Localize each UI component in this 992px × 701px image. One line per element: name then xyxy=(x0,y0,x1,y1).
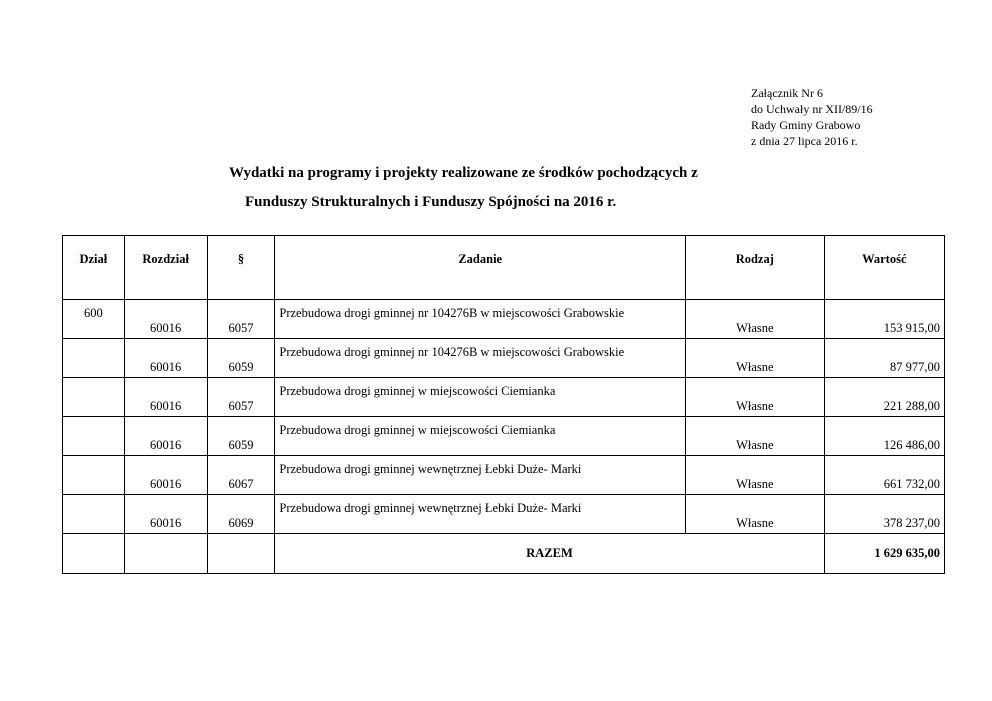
cell-zadanie: Przebudowa drogi gminnej w miejscowości Ciemianka xyxy=(275,378,686,417)
cell-rozdzial: 60016 xyxy=(124,456,207,495)
cell-wartosc: 87 977,00 xyxy=(824,339,944,378)
cell-rodzaj: Własne xyxy=(686,417,825,456)
table-row xyxy=(63,378,945,417)
expenditure-table xyxy=(62,235,945,574)
cell-rozdzial: 60016 xyxy=(124,417,207,456)
cell-rozdzial: 60016 xyxy=(124,378,207,417)
header-zadanie: Zadanie xyxy=(275,236,686,300)
cell-rozdzial: 60016 xyxy=(124,495,207,534)
cell-zadanie: Przebudowa drogi gminnej w miejscowości Ciemianka xyxy=(275,417,686,456)
cell-rodzaj: Własne xyxy=(686,495,825,534)
cell-zadanie: Przebudowa drogi gminnej wewnętrznej Łebki Duże- Marki xyxy=(275,456,686,495)
total-row xyxy=(63,534,945,574)
cell-wartosc: 153 915,00 xyxy=(824,300,944,339)
cell-rodzaj: Własne xyxy=(686,456,825,495)
document-title-line2: Funduszy Strukturalnych i Funduszy Spójności na 2016 r. xyxy=(245,194,617,210)
header-rozdzial: Rozdział xyxy=(124,236,207,300)
cell-paragraf: 6067 xyxy=(207,456,275,495)
cell-zadanie: Przebudowa drogi gminnej wewnętrznej Łebki Duże- Marki xyxy=(275,495,686,534)
annex-council: Rady Gminy Grabowo xyxy=(751,118,861,132)
cell-wartosc: 221 288,00 xyxy=(824,378,944,417)
annex-header xyxy=(751,85,873,149)
total-empty-cell xyxy=(124,534,207,574)
header-rodzaj: Rodzaj xyxy=(686,236,825,300)
cell-zadanie: Przebudowa drogi gminnej nr 104276B w miejscowości Grabowskie xyxy=(275,300,686,339)
cell-wartosc: 661 732,00 xyxy=(824,456,944,495)
cell-dzial xyxy=(63,417,125,456)
cell-rodzaj: Własne xyxy=(686,300,825,339)
annex-resolution: do Uchwały nr XII/89/16 xyxy=(751,102,873,116)
total-value: 1 629 635,00 xyxy=(824,534,944,574)
header-paragraf: § xyxy=(207,236,275,300)
cell-dzial xyxy=(63,378,125,417)
header-dzial: Dział xyxy=(63,236,125,300)
cell-paragraf: 6059 xyxy=(207,417,275,456)
cell-rodzaj: Własne xyxy=(686,378,825,417)
total-empty-cell xyxy=(207,534,275,574)
cell-dzial xyxy=(63,339,125,378)
annex-date: z dnia 27 lipca 2016 r. xyxy=(751,134,858,148)
cell-rozdzial: 60016 xyxy=(124,339,207,378)
cell-paragraf: 6057 xyxy=(207,378,275,417)
cell-paragraf: 6059 xyxy=(207,339,275,378)
header-wartosc: Wartość xyxy=(824,236,944,300)
cell-dzial: 600 xyxy=(63,300,125,339)
document-title-line1: Wydatki na programy i projekty realizowane ze środków pochodzących z xyxy=(229,165,698,181)
cell-wartosc: 126 486,00 xyxy=(824,417,944,456)
cell-rozdzial: 60016 xyxy=(124,300,207,339)
table-row xyxy=(63,417,945,456)
table-row xyxy=(63,456,945,495)
total-label: RAZEM xyxy=(275,534,824,574)
cell-rodzaj: Własne xyxy=(686,339,825,378)
table-row xyxy=(63,339,945,378)
cell-wartosc: 378 237,00 xyxy=(824,495,944,534)
table-header-row xyxy=(63,236,945,300)
cell-paragraf: 6069 xyxy=(207,495,275,534)
table-row xyxy=(63,300,945,339)
cell-paragraf: 6057 xyxy=(207,300,275,339)
cell-zadanie: Przebudowa drogi gminnej nr 104276B w miejscowości Grabowskie xyxy=(275,339,686,378)
cell-dzial xyxy=(63,456,125,495)
cell-dzial xyxy=(63,495,125,534)
annex-number: Załącznik Nr 6 xyxy=(751,86,823,100)
table-row xyxy=(63,495,945,534)
total-empty-cell xyxy=(63,534,125,574)
